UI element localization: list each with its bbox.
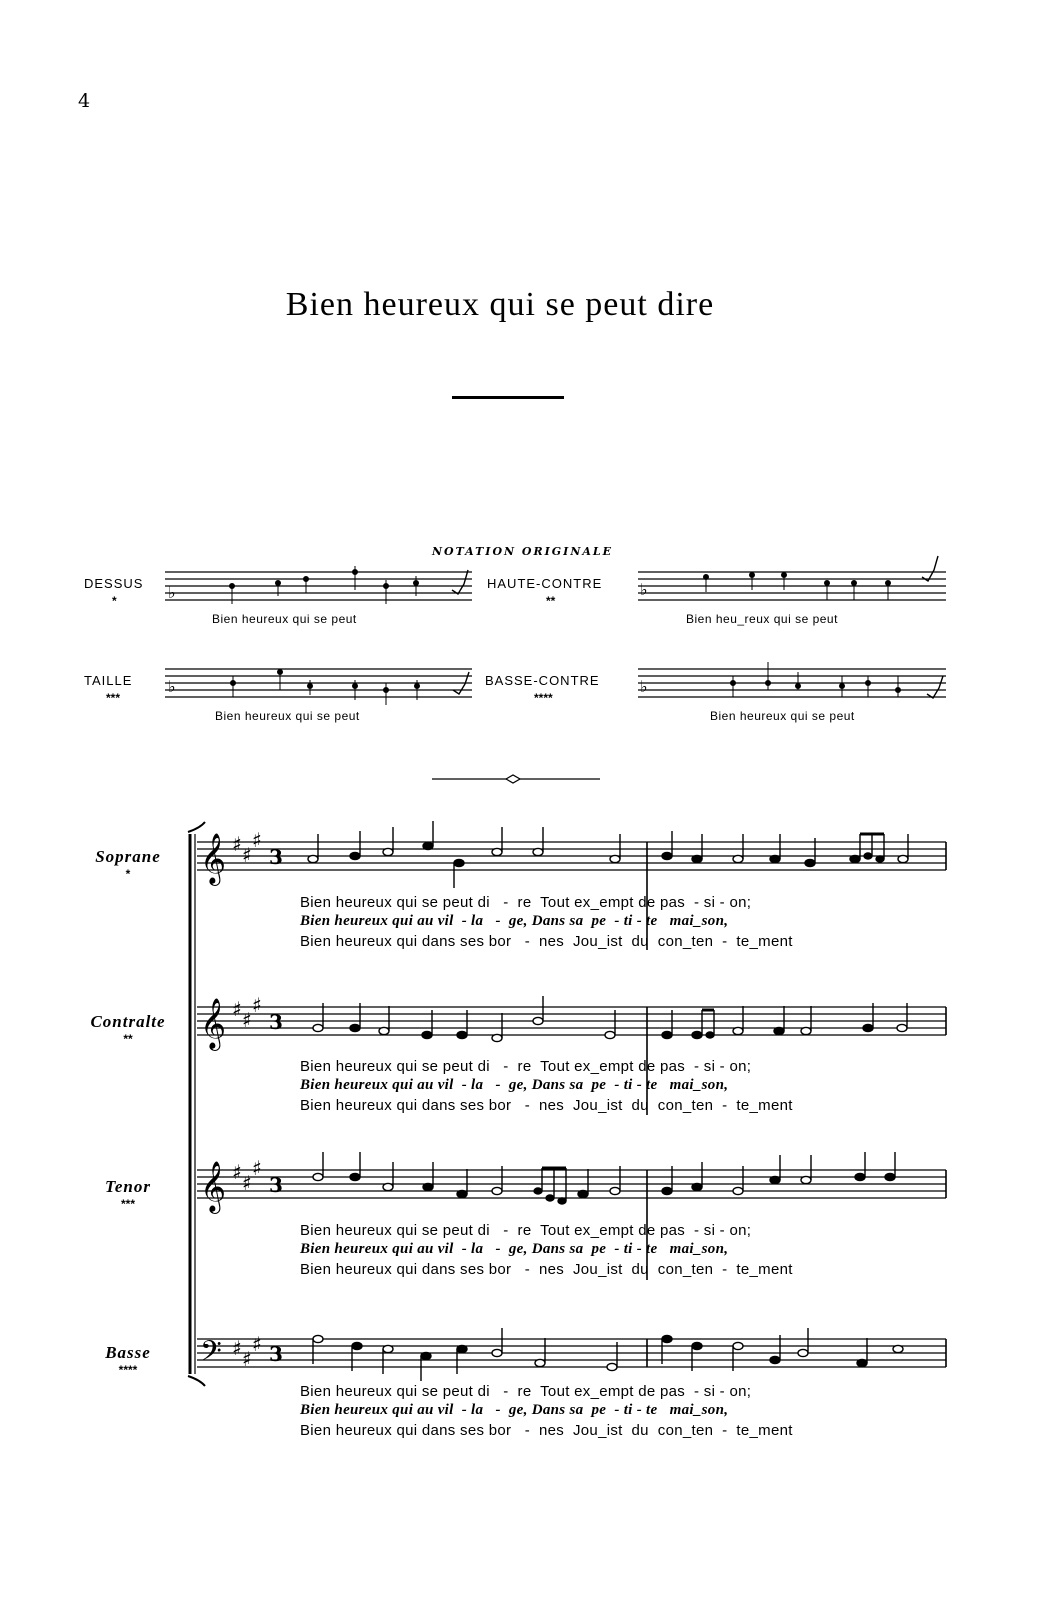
svg-text:♯: ♯	[232, 832, 242, 856]
orig-voice-haute-contre: HAUTE-CONTRE	[487, 576, 603, 591]
treble-clef-soprane: 𝄞	[200, 833, 227, 884]
orig-voice-dessus: DESSUS	[84, 576, 144, 591]
svg-text:♯: ♯	[252, 1332, 262, 1356]
voice-stars-contralte: **	[123, 1032, 133, 1046]
svg-text:♯: ♯	[252, 1156, 262, 1180]
orig-custos	[452, 556, 943, 698]
orig-voice-taille: TAILLE	[84, 673, 133, 688]
tenor-lyric-verse3: Bien heureux qui dans ses bor - nes Jou_ist du con_ten - te_ment	[300, 1261, 793, 1278]
voice-stars-tenor: ***	[120, 1197, 135, 1211]
time-sig-contralte: 3	[269, 1010, 283, 1034]
treble-clef-contralte: 𝄞	[200, 998, 227, 1049]
orig-notes	[230, 566, 901, 705]
orig-lyric-dessus: Bien heureux qui se peut	[212, 612, 357, 626]
orig-lyric-taille: Bien heureux qui se peut	[215, 709, 360, 723]
bass-clef-basse: 𝄢	[200, 1335, 222, 1375]
svg-text:♯: ♯	[242, 1008, 252, 1032]
orig-stars-haute-contre: **	[546, 594, 556, 608]
orig-lyric-haute-contre: Bien heu_reux qui se peut	[686, 612, 838, 626]
basse-lyric-verse2: Bien heureux qui au vil - la - ge, Dans sa pe - ti - te mai_son,	[300, 1402, 729, 1418]
notes-basse	[313, 1328, 903, 1381]
staff-contralte	[197, 1007, 946, 1035]
time-sig-soprane: 3	[269, 845, 283, 869]
voice-label-tenor: Tenor	[105, 1177, 151, 1196]
voice-label-contralte: Contralte	[90, 1012, 166, 1031]
orig-stars-dessus: *	[112, 594, 117, 608]
orig-staff-basse-contre	[638, 669, 946, 697]
soprane-lyric-verse1: Bien heureux qui se peut di - re Tout ex_empt de pas - si - on;	[300, 894, 752, 911]
page-title: Bien heureux qui se peut dire	[285, 286, 715, 323]
notation-heading: NOTATION ORIGINALE	[431, 545, 614, 558]
treble-clef-tenor: 𝄞	[200, 1161, 227, 1212]
barlines	[647, 842, 946, 1367]
voice-label-soprane: Soprane	[95, 847, 161, 866]
orig-clef-taille: ♭	[168, 677, 176, 696]
voice-stars-basse: ****	[118, 1363, 138, 1377]
staff-basse	[197, 1339, 946, 1367]
page-number: 4	[78, 90, 91, 112]
svg-text:♯: ♯	[232, 997, 242, 1021]
basse-lyric-verse1: Bien heureux qui se peut di - re Tout ex_empt de pas - si - on;	[300, 1383, 752, 1400]
divider-ornament	[432, 775, 600, 783]
system-bracket	[188, 822, 205, 1386]
orig-staff-taille	[165, 669, 472, 697]
time-sig-basse: 3	[269, 1342, 283, 1366]
notes-tenor	[313, 1152, 895, 1204]
orig-lyric-basse-contre: Bien heureux qui se peut	[710, 709, 855, 723]
contralte-lyric-verse3: Bien heureux qui dans ses bor - nes Jou_ist du con_ten - te_ment	[300, 1097, 793, 1114]
svg-text:♯: ♯	[252, 828, 262, 852]
contralte-lyric-verse1: Bien heureux qui se peut di - re Tout ex_empt de pas - si - on;	[300, 1058, 752, 1075]
voice-label-basse: Basse	[105, 1343, 151, 1362]
tenor-lyric-verse2: Bien heureux qui au vil - la - ge, Dans sa pe - ti - te mai_son,	[300, 1241, 729, 1257]
svg-text:♯: ♯	[242, 843, 252, 867]
orig-voice-basse-contre: BASSE-CONTRE	[485, 673, 600, 688]
svg-text:♯: ♯	[242, 1347, 252, 1371]
orig-clef-basse-contre: ♭	[640, 677, 648, 696]
orig-staff-haute-contre	[638, 572, 946, 600]
orig-stars-taille: ***	[106, 691, 121, 705]
voice-stars-soprane: *	[125, 867, 131, 881]
contralte-lyric-verse2: Bien heureux qui au vil - la - ge, Dans sa pe - ti - te mai_son,	[300, 1077, 729, 1093]
orig-clef-haute-contre: ♭	[640, 580, 648, 599]
staff-tenor	[197, 1170, 946, 1198]
time-sig-tenor: 3	[269, 1173, 283, 1197]
svg-text:♯: ♯	[232, 1336, 242, 1360]
tenor-lyric-verse1: Bien heureux qui se peut di - re Tout ex_empt de pas - si - on;	[300, 1222, 752, 1239]
soprane-lyric-verse2: Bien heureux qui au vil - la - ge, Dans sa pe - ti - te mai_son,	[300, 913, 729, 929]
basse-lyric-verse3: Bien heureux qui dans ses bor - nes Jou_ist du con_ten - te_ment	[300, 1422, 793, 1439]
notes-soprane	[308, 821, 908, 888]
orig-clef-dessus: ♭	[168, 583, 176, 602]
key-signatures	[232, 828, 262, 1371]
svg-text:♯: ♯	[232, 1160, 242, 1184]
orig-staff-dessus	[165, 572, 472, 600]
soprane-lyric-verse3: Bien heureux qui dans ses bor - nes Jou_ist du con_ten - te_ment	[300, 933, 793, 950]
svg-text:♯: ♯	[242, 1171, 252, 1195]
svg-text:♯: ♯	[252, 993, 262, 1017]
orig-stars-basse-contre: ****	[534, 691, 553, 705]
